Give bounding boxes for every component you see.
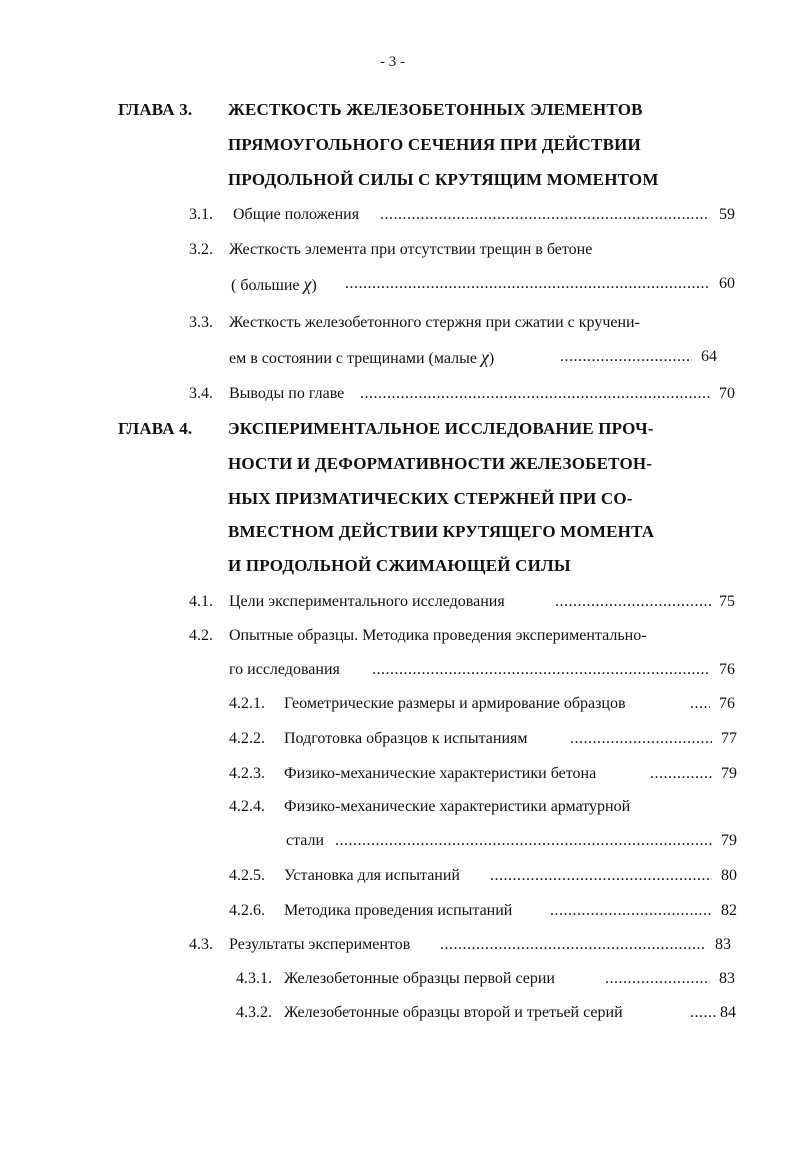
entry-page: 84 <box>720 1004 736 1021</box>
dot-leader <box>605 969 710 989</box>
entry-number: 3.2. <box>189 241 213 258</box>
dot-leader <box>690 694 710 714</box>
chapter-4-title-line-4: ВМЕСТНОМ ДЕЙСТВИИ КРУТЯЩЕГО МОМЕНТА <box>228 522 655 541</box>
entry-number: 4.3.2. <box>236 1004 272 1021</box>
entry-title-continuation: го исследования <box>229 660 344 680</box>
entry-title: Цели экспериментального исследования <box>229 593 505 610</box>
entry-title: Результаты экспериментов <box>229 936 411 953</box>
entry-number: 4.2.5. <box>229 867 265 884</box>
entry-title: Выводы по главе <box>229 385 345 402</box>
entry-number: 4.2. <box>189 627 213 644</box>
chapter-4-title-line-3: НЫХ ПРИЗМАТИЧЕСКИХ СТЕРЖНЕЙ ПРИ СО- <box>228 489 633 508</box>
entry-title-continuation: стали <box>286 832 325 849</box>
chapter-4-title-line-5: И ПРОДОЛЬНОЙ СЖИМАЮЩЕЙ СИЛЫ <box>228 556 571 575</box>
dot-leader <box>490 866 712 886</box>
dot-leader <box>372 660 710 680</box>
entry-number: 4.2.2. <box>229 730 265 747</box>
entry-page: 77 <box>721 730 737 747</box>
chapter-4-title-line-2: НОСТИ И ДЕФОРМАТИВНОСТИ ЖЕЛЕЗОБЕТОН- <box>228 454 653 473</box>
entry-title: Физико-механические характеристики бетона <box>284 765 597 782</box>
dot-leader <box>570 729 712 749</box>
entry-page: 64 <box>701 348 717 365</box>
page-number: - 3 - <box>380 54 405 70</box>
entry-number: 4.2.3. <box>229 765 265 782</box>
entry-number: 3.1. <box>189 206 213 223</box>
entry-page: 76 <box>719 695 735 712</box>
entry-page: 70 <box>719 385 735 402</box>
entry-page: 76 <box>719 661 735 678</box>
entry-number: 4.2.1. <box>229 695 265 712</box>
entry-title: Методика проведения испытаний <box>284 902 513 919</box>
entry-number: 3.4. <box>189 385 213 402</box>
entry-title-continuation: ем в состоянии с трещинами (малые χ) <box>229 347 495 367</box>
entry-number: 3.3. <box>189 314 213 331</box>
entry-page: 79 <box>721 765 737 782</box>
chapter-4-title-line-1: ЭКСПЕРИМЕНТАЛЬНОЕ ИССЛЕДОВАНИЕ ПРОЧ- <box>228 419 654 438</box>
entry-page: 60 <box>719 275 735 292</box>
dot-leader <box>440 935 706 955</box>
chi-symbol: χ <box>303 274 312 294</box>
dot-leader <box>650 764 712 784</box>
entry-title: Жесткость элемента при отсутствии трещин в бетоне <box>229 241 593 258</box>
entry-title: Железобетонные образцы первой серии <box>284 970 555 987</box>
entry-number: 4.2.6. <box>229 902 265 919</box>
entry-page: 82 <box>721 902 737 919</box>
entry-number: 4.2.4. <box>229 798 265 815</box>
dot-leader <box>555 592 712 612</box>
entry-page: 83 <box>715 936 731 953</box>
dot-leader <box>550 901 712 921</box>
dot-leader <box>380 205 710 225</box>
entry-number: 4.3. <box>189 936 213 953</box>
entry-page: 79 <box>721 832 737 849</box>
entry-title: Установка для испытаний <box>284 867 460 884</box>
entry-title: Железобетонные образцы второй и третьей серий <box>284 1004 623 1021</box>
entry-title: Геометрические размеры и армирование образцов <box>284 694 629 714</box>
dot-leader <box>360 384 710 404</box>
entry-title-continuation: ( большие χ) <box>231 274 317 294</box>
dot-leader <box>560 347 692 367</box>
entry-number: 4.3.1. <box>236 970 272 987</box>
entry-page: 83 <box>719 970 735 987</box>
entry-title: Физико-механические характеристики арматурной <box>284 798 631 815</box>
chi-symbol: χ <box>480 347 489 367</box>
entry-page: 75 <box>719 593 735 610</box>
chapter-3-title-line-1: ЖЕСТКОСТЬ ЖЕЛЕЗОБЕТОННЫХ ЭЛЕМЕНТОВ <box>228 100 643 119</box>
dot-leader <box>335 831 712 851</box>
entry-title: Подготовка образцов к испытаниям <box>284 730 528 747</box>
entry-title: Жесткость железобетонного стержня при сжатии с кручени- <box>229 314 640 331</box>
chapter-3-title-line-2: ПРЯМОУГОЛЬНОГО СЕЧЕНИЯ ПРИ ДЕЙСТВИИ <box>228 135 641 154</box>
entry-number: 4.1. <box>189 593 213 610</box>
entry-page: 80 <box>721 867 737 884</box>
entry-title: Опытные образцы. Методика проведения экспериментально- <box>229 627 647 644</box>
dot-leader <box>345 274 710 294</box>
chapter-4-label: ГЛАВА 4. <box>118 419 193 438</box>
chapter-3-title-line-3: ПРОДОЛЬНОЙ СИЛЫ С КРУТЯЩИМ МОМЕНТОМ <box>228 170 659 189</box>
chapter-3-label: ГЛАВА 3. <box>118 100 193 119</box>
entry-page: 59 <box>719 206 735 223</box>
entry-title: Общие положения <box>233 206 360 223</box>
